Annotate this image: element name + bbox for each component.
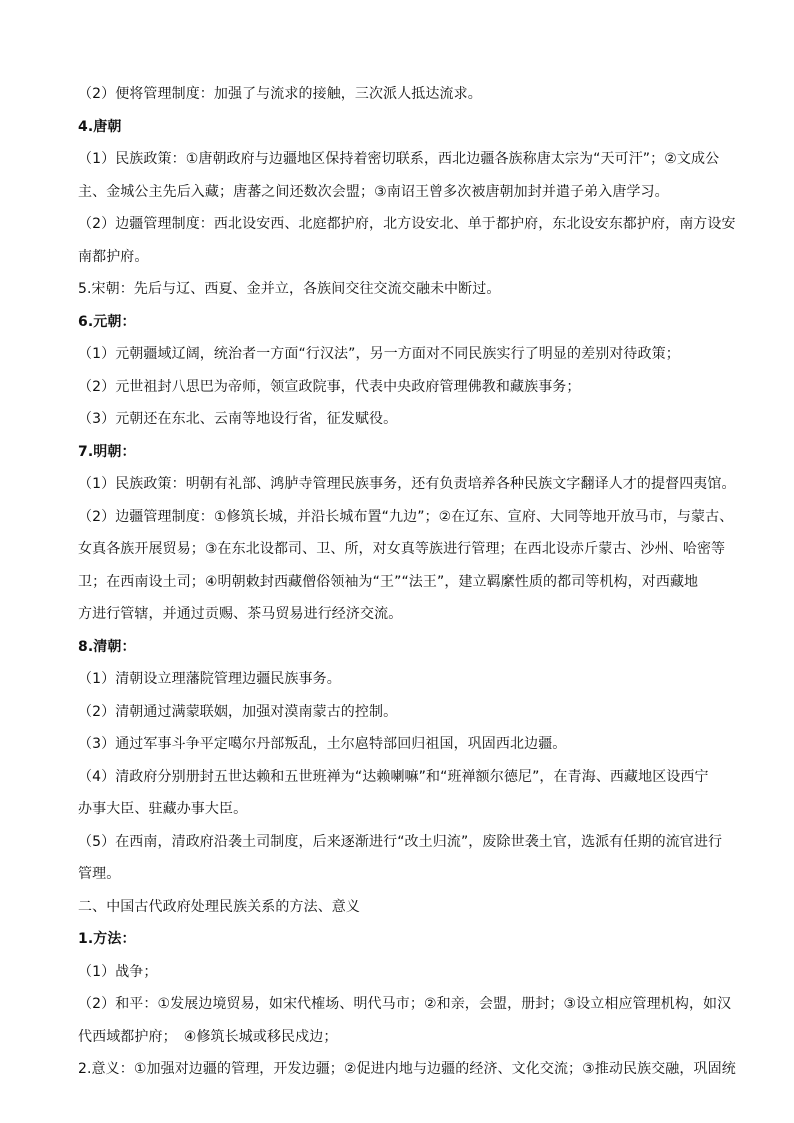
- text-line: （1）民族政策：①唐朝政府与边疆地区保持着密切联系，西北边疆各族称唐太宗为“天可汗”；②文成公: [78, 151, 720, 167]
- text-line: 主、金城公主先后入藏；唐蕃之间还数次会盟；③南诏王曾多次被唐朝加封并遣子弟入唐学习。: [78, 183, 669, 200]
- text-line: （1）民族政策：明朝有礼部、鸿胪寺管理民族事务，还有负责培养各种民族文字翻译人才的提督四夷馆。: [78, 476, 736, 492]
- text-line: （1）战争；: [78, 963, 158, 980]
- text-line: （3）通过军事斗争平定噶尔丹部叛乱，土尔扈特部回归祖国，巩固西北边疆。: [78, 736, 567, 752]
- text-line: （1）元朝疆域辽阔，统治者一方面“行汉法”，另一方面对不同民族实行了明显的差别对待政策；: [78, 346, 680, 362]
- text-line: 卫；在西南设土司；④明朝敕封西藏僧俗领袖为“王”“法王”，建立羁縻性质的都司等机构，对西藏地: [78, 573, 699, 590]
- text-line: （2）边疆管理制度：①修筑长城，并沿长城布置“九边”；②在辽东、宣府、大同等地开放马市，与蒙古、: [78, 508, 734, 525]
- text-line: 方进行管辖，并通过贡赐、茶马贸易进行经济交流。: [78, 606, 403, 622]
- text-line: 代西域都护府； ④修筑长城或移民戍边；: [78, 1028, 338, 1045]
- text-line: （2）和平：①发展边境贸易，如宋代榷场、明代马市；②和亲，会盟，册封；③设立相应管理机构，如汉: [78, 996, 732, 1012]
- text-line: （5）在西南，清政府沿袭土司制度，后来逐渐进行“改土归流”，废除世袭土官，选派有任期的流官进行: [78, 833, 723, 850]
- text-line: （2）边疆管理制度：西北设安西、北庭都护府，北方设安北、单于都护府，东北设安东都护府，南方设安: [78, 216, 736, 232]
- text-line: （2）清朝通过满蒙联姻，加强对漠南蒙古的控制。: [78, 703, 398, 720]
- text-line: （3）元朝还在东北、云南等地设行省，征发赋役。: [78, 411, 398, 427]
- section-heading: 1.方法：: [78, 931, 136, 947]
- text-line: 办事大臣、驻藏办事大臣。: [78, 801, 248, 817]
- text-line: （2）元世祖封八思巴为帝师，领宣政院事，代表中央政府管理佛教和藏族事务；: [78, 378, 581, 395]
- text-line: 5.宋朝：先后与辽、西夏、金并立，各族间交往交流交融未中断过。: [78, 281, 501, 297]
- document-page: [78, 78, 736, 1086]
- section-heading: 7.明朝：: [78, 443, 136, 460]
- text-line: （4）清政府分别册封五世达赖和五世班禅为“达赖喇嘛”和“班禅额尔德尼”，在青海、西藏地区设西宁: [78, 768, 709, 785]
- text-line: 南都护府。: [78, 248, 149, 265]
- text-line: 管理。: [78, 866, 121, 882]
- section-title: 二、中国古代政府处理民族关系的方法、意义: [78, 898, 360, 915]
- section-heading: 4.唐朝: [78, 118, 122, 135]
- text-line: （1）清朝设立理藩院管理边疆民族事务。: [78, 671, 341, 687]
- text-line: （2）便将管理制度：加强了与流求的接触，三次派人抵达流求。: [78, 86, 482, 102]
- section-heading: 8.清朝：: [78, 638, 136, 655]
- section-heading: 6.元朝：: [78, 313, 136, 330]
- text-line: 2.意义：①加强对边疆的管理，开发边疆；②促进内地与边疆的经济、文化交流；③推动民族交融，巩固统: [78, 1061, 736, 1077]
- text-line: 女真各族开展贸易；③在东北设都司、卫、所，对女真等族进行管理；在西北设赤斤蒙古、沙州、哈密等: [78, 541, 726, 557]
